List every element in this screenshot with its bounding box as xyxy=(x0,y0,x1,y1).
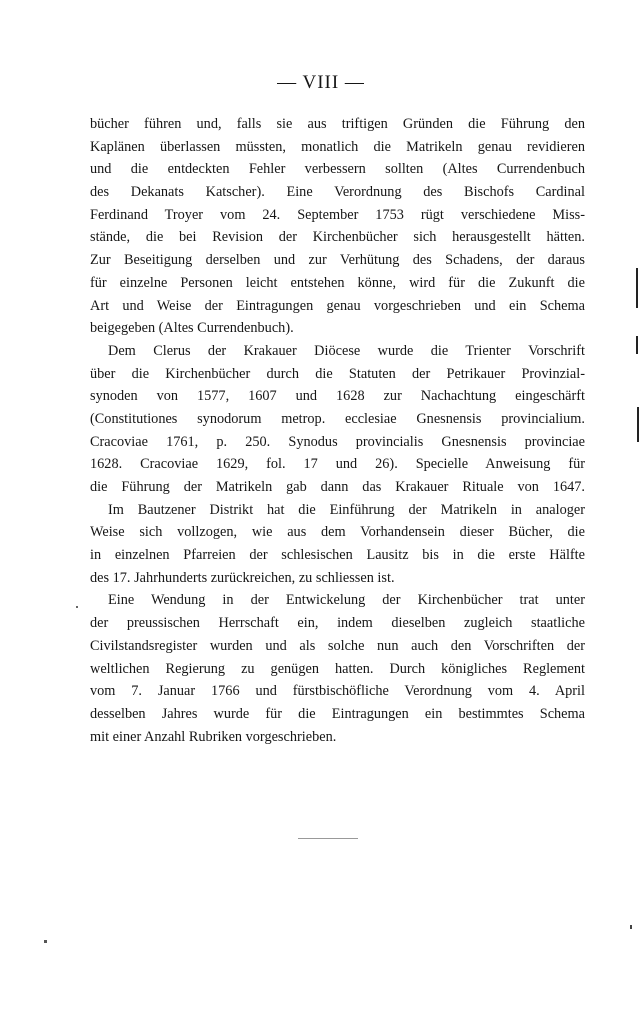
paragraph-1 xyxy=(90,113,585,340)
text-line: weltlichen Regierung zu genügen hatten. Durch königliches Reglement xyxy=(90,660,585,677)
scan-speck xyxy=(630,925,632,929)
text-line: Dem Clerus der Krakauer Diöcese wurde die Trienter Vorschrift xyxy=(108,342,585,359)
text-line: (Constitutiones synodorum metrop. ecclesiae Gnesnensis provincialium. xyxy=(90,410,585,427)
scan-speck xyxy=(76,606,78,608)
text-line: des Dekanats Katscher). Eine Verordnung des Bischofs Cardinal xyxy=(90,184,585,201)
text-line: synoden von 1577, 1607 und 1628 zur Nachachtung eingeschärft xyxy=(90,388,585,405)
paragraph-2 xyxy=(90,340,585,499)
paragraph-4 xyxy=(90,589,585,748)
body-text xyxy=(90,113,585,748)
page-header: — VIII — xyxy=(277,72,365,93)
scan-speck xyxy=(44,940,47,943)
scan-edge-mark xyxy=(636,336,638,354)
text-line: Eine Wendung in der Entwickelung der Kirchenbücher trat unter xyxy=(108,592,585,609)
text-line: Kaplänen überlassen müssten, monatlich die Matrikeln genau revidieren xyxy=(90,138,585,155)
text-line: Ferdinand Troyer vom 24. September 1753 rügt verschiedene Miss- xyxy=(90,206,585,223)
scan-edge-mark xyxy=(637,407,639,442)
text-line: des 17. Jahrhunderts zurückreichen, zu schliessen ist. xyxy=(90,569,395,586)
text-line: Weise sich vollzogen, wie aus dem Vorhandensein dieser Bücher, die xyxy=(90,524,585,541)
text-line: Civilstandsregister wurden und als solche nun auch den Vorschriften der xyxy=(90,637,585,654)
text-line: Zur Beseitigung derselben und zur Verhütung des Schadens, der daraus xyxy=(90,252,585,269)
scan-edge-mark xyxy=(636,268,638,308)
paragraph-3 xyxy=(90,499,585,590)
text-line: Art und Weise der Eintragungen genau vorgeschrieben und ein Schema xyxy=(90,297,585,314)
text-line: für einzelne Personen leicht entstehen könne, wird für die Zukunft die xyxy=(90,274,585,291)
text-line: vom 7. Januar 1766 und fürstbischöfliche Verordnung vom 4. April xyxy=(90,683,585,700)
text-line: der preussischen Herrschaft ein, indem dieselben zugleich staatliche xyxy=(90,615,585,632)
text-line: stände, die bei Revision der Kirchenbücher sich herausgestellt hätten. xyxy=(90,229,585,246)
text-line: Im Bautzener Distrikt hat die Einführung der Matrikeln in analoger xyxy=(108,501,585,518)
text-line: die Führung der Matrikeln gab dann das Krakauer Rituale von 1647. xyxy=(90,479,585,495)
text-line: desselben Jahres wurde für die Eintragungen ein bestimmtes Schema xyxy=(90,705,585,722)
text-line: bücher führen und, falls sie aus triftigen Gründen die Führung den xyxy=(90,116,585,132)
text-line: über die Kirchenbücher durch die Statuten der Petrikauer Provinzial- xyxy=(90,365,585,382)
text-line: beigegeben (Altes Currendenbuch). xyxy=(90,320,294,337)
text-line: in einzelnen Pfarreien der schlesischen Lausitz bis in die erste Hälfte xyxy=(90,547,585,564)
text-line: und die entdeckten Fehler verbessern sollten (Altes Currendenbuch xyxy=(90,161,585,178)
scan-speck xyxy=(298,838,358,839)
text-line: Cracoviae 1761, p. 250. Synodus provincialis Gnesnensis provinciae xyxy=(90,433,585,450)
text-line: mit einer Anzahl Rubriken vorgeschrieben. xyxy=(90,728,337,745)
text-line: 1628. Cracoviae 1629, fol. 17 und 26). Specielle Anweisung für xyxy=(90,456,585,473)
